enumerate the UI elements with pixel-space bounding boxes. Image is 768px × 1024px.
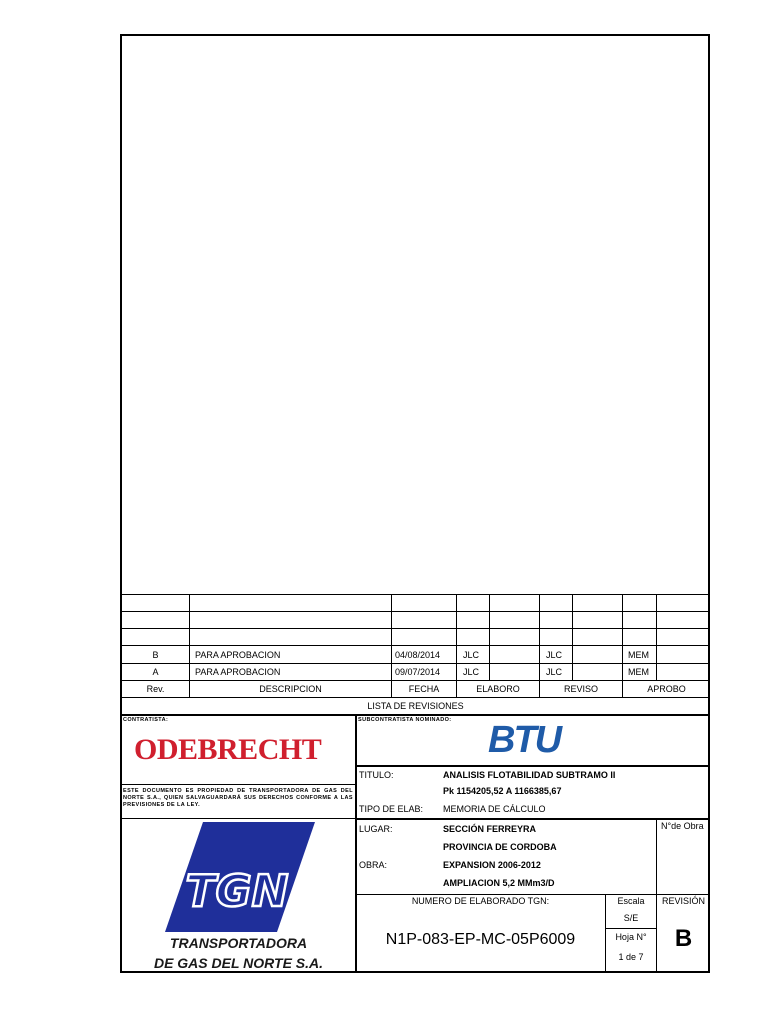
description-cell: PARA APROBACION xyxy=(195,650,281,660)
odebrecht-logo: ODEBRECHT xyxy=(134,733,322,766)
subcontractor-label: SUBCONTRATISTA NOMINADO: xyxy=(358,717,452,723)
elaboro-cell: JLC xyxy=(463,667,480,677)
rev-cell: B xyxy=(152,650,159,660)
reviso-cell: JLC xyxy=(546,667,563,677)
aprobo-cell: MEM xyxy=(628,650,649,660)
titulo-label: TITULO: xyxy=(359,770,394,780)
contractor-label: CONTRATISTA: xyxy=(123,717,169,723)
tgn-logo-icon xyxy=(165,822,315,932)
revision-value: B xyxy=(674,925,693,952)
owner-name-line1: TRANSPORTADORA xyxy=(169,935,308,951)
reviso-cell: JLC xyxy=(546,650,563,660)
tipo-elab-value: MEMORIA DE CÁLCULO xyxy=(443,804,546,814)
btu-logo: BTU xyxy=(488,719,561,761)
lugar-line2: PROVINCIA DE CORDOBA xyxy=(443,842,557,852)
header-descripcion: DESCRIPCION xyxy=(259,684,322,694)
hoja-value: 1 de 7 xyxy=(618,952,644,962)
description-cell: PARA APROBACION xyxy=(195,667,281,677)
hoja-label: Hoja N° xyxy=(615,932,647,942)
obra-label: OBRA: xyxy=(359,860,388,870)
date-cell: 04/08/2014 xyxy=(395,650,441,660)
lugar-line1: SECCIÓN FERREYRA xyxy=(443,824,537,834)
revision-list-caption: LISTA DE REVISIONES xyxy=(367,701,464,711)
header-aprobo: APROBO xyxy=(647,684,686,694)
revision-label: REVISIÓN xyxy=(661,896,705,906)
escala-value: S/E xyxy=(623,913,639,923)
lugar-label: LUGAR: xyxy=(359,824,393,834)
aprobo-cell: MEM xyxy=(628,667,649,677)
owner-name-line2: DE GAS DEL NORTE S.A. xyxy=(153,955,324,971)
tgn-logo-text: TGN xyxy=(185,866,289,917)
titulo-line2: Pk 1154205,52 A 1166385,67 xyxy=(443,786,562,796)
header-fecha: FECHA xyxy=(408,684,440,694)
ownership-disclaimer: ESTE DOCUMENTO ES PROPIEDAD DE TRANSPORTADORA DE GAS DEL NORTE S.A., QUIEN SALVAGUARDARÁ SUS DERECHOS CONFORME A LAS PREVISIONES DE LA LEY. xyxy=(123,788,353,808)
date-cell: 09/07/2014 xyxy=(395,667,441,677)
escala-label: Escala xyxy=(617,896,645,906)
tipo-elab-label: TIPO DE ELAB: xyxy=(359,804,424,814)
document-number: N1P-083-EP-MC-05P6009 xyxy=(385,931,576,948)
elaboro-cell: JLC xyxy=(463,650,480,660)
obra-line1: EXPANSION 2006-2012 xyxy=(443,860,541,870)
numero-elaborado-label: NUMERO DE ELABORADO TGN: xyxy=(411,896,550,906)
titulo-line1: ANALISIS FLOTABILIDAD SUBTRAMO II xyxy=(443,770,616,780)
nro-obra-label: N°de Obra xyxy=(661,821,704,831)
header-reviso: REVISO xyxy=(563,684,598,694)
obra-line2: AMPLIACION 5,2 MMm3/D xyxy=(443,878,555,888)
rev-cell: A xyxy=(152,667,159,677)
header-rev: Rev. xyxy=(146,684,165,694)
header-elaboro: ELABORO xyxy=(476,684,520,694)
